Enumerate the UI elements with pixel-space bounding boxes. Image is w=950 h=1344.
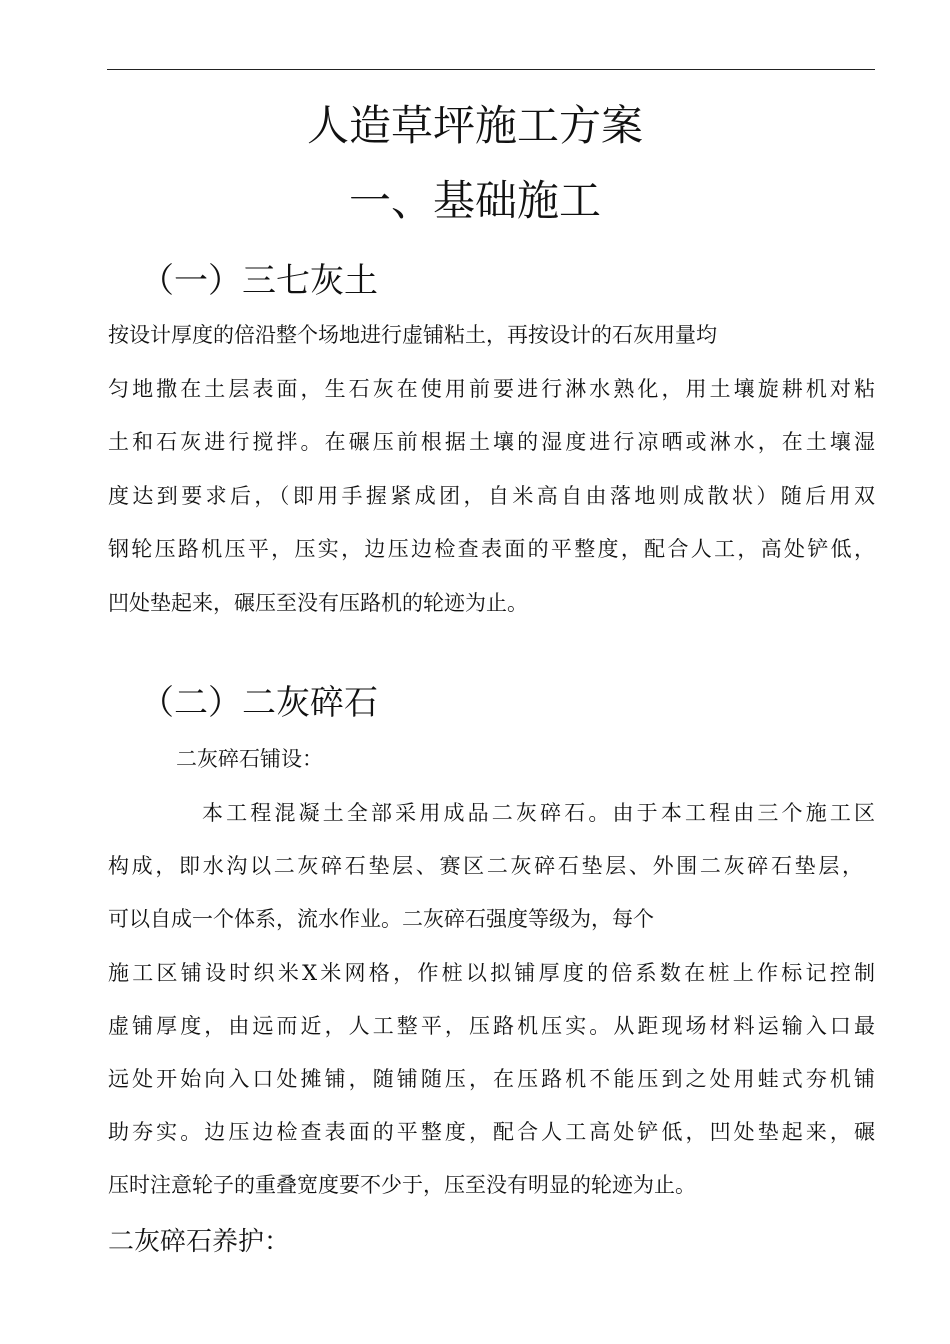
paragraph-line: 可以自成一个体系，流水作业。二灰碎石强度等级为，每个 <box>108 907 654 931</box>
paragraph-line: 远处开始向入口处摊铺，随铺随压，在压路机不能压到之处用蛙式夯机铺 <box>108 1067 875 1091</box>
paragraph-line: 构成，即水沟以二灰碎石垫层、赛区二灰碎石垫层、外围二灰碎石垫层， <box>108 854 863 878</box>
document-title: 人造草坪施工方案 <box>306 101 643 150</box>
header-rule <box>107 69 875 70</box>
paragraph-line: 虚铺厚度，由远而近，人工整平，压路机压实。从距现场材料运输入口最 <box>108 1014 875 1038</box>
paragraph-line: 度达到要求后，（即用手握紧成团，自米高自由落地则成散状）随后用双 <box>108 484 875 508</box>
paragraph-line: 匀地撒在土层表面，生石灰在使用前要进行淋水熟化，用土壤旋耕机对粘 <box>108 377 875 401</box>
subsection-heading-gravel: （二）二灰碎石 <box>140 683 378 723</box>
paragraph-line: 压时注意轮子的重叠宽度要不少于，压至没有明显的轮迹为止。 <box>108 1173 696 1197</box>
subsection-heading-lime-soil: （一）三七灰土 <box>140 261 378 301</box>
paragraph-intro: 二灰碎石铺设： <box>176 747 323 771</box>
paragraph-line: 本工程混凝土全部采用成品二灰碎石。由于本工程由三个施工区 <box>202 801 875 825</box>
paragraph-line: 施工区铺设时织米X米网格，作桩以拟铺厚度的倍系数在桩上作标记控制 <box>108 961 875 985</box>
subheading-curing: 二灰碎石养护： <box>108 1227 291 1257</box>
paragraph-line: 钢轮压路机压平，压实，边压边检查表面的平整度，配合人工，高处铲低， <box>108 537 875 561</box>
paragraph-line: 按设计厚度的倍沿整个场地进行虚铺粘土，再按设计的石灰用量均 <box>108 323 717 347</box>
paragraph-line: 助夯实。边压边检查表面的平整度，配合人工高处铲低，凹处垫起来，碾 <box>108 1120 875 1144</box>
section-heading-foundation: 一、基础施工 <box>348 176 601 225</box>
paragraph-line: 土和石灰进行搅拌。在碾压前根据土壤的湿度进行凉晒或淋水，在土壤湿 <box>108 430 875 454</box>
paragraph-line: 凹处垫起来，碾压至没有压路机的轮迹为止。 <box>108 591 528 615</box>
